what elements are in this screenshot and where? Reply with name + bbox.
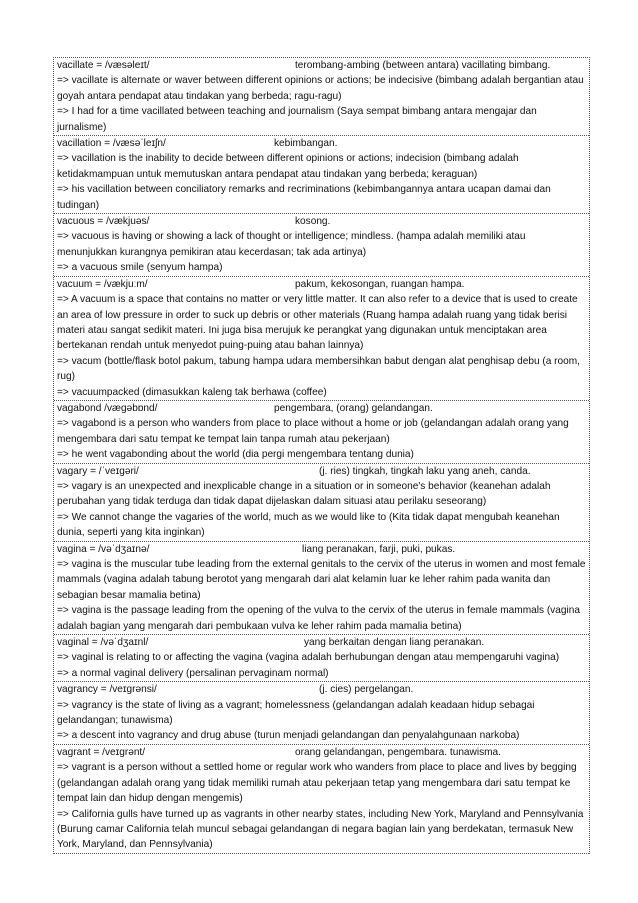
entry-translation: (j. ries) tingkah, tingkah laku yang aneh, canda. — [319, 465, 531, 477]
entry-example: => vagina is the passage leading from the opening of the vulva to the cervix of the uterus in female mammals (vagina adalah bagian yang mengarah dari pembukaan vulva ke leher rahim pada mamalia betina) — [57, 605, 580, 632]
entry-example: => a descent into vagrancy and drug abuse (turun menjadi gelandangan dan penyalahgunaan narkoba) — [57, 730, 520, 742]
entry-translation: kebimbangan. — [274, 138, 338, 150]
entry-headword-row — [57, 214, 587, 229]
dictionary-table — [53, 57, 590, 854]
entry-definition: => vagina is the muscular tube leading from the external genitals to the cervix of the uterus in women and most female mammals (vagina adalah tabung berotot yang mengarah dari alat kelamin luar ke leher rahim pada wanita dan sebagian besar mamalia betina) — [57, 559, 586, 601]
entry-headword-row — [57, 277, 587, 292]
entry-example: => a vacuous smile (senyum hampa) — [57, 262, 223, 274]
entry-term: vagrancy = /veɪɡrənsi/ — [57, 684, 157, 696]
entry-definition: => vacillation is the inability to decide between different opinions or actions; indecision (bimbang adalah ketidakmampuan untuk memutuskan antara pendapat atau tindakan yang berbeda; keraguan) — [57, 153, 519, 180]
entry-example: => vacuumpacked (dimasukkan kaleng tak berhawa (coffee) — [57, 386, 327, 398]
entry-term: vaginal = /vəˈdʒaɪnl/ — [57, 637, 149, 649]
dictionary-entry — [54, 635, 589, 682]
entry-headword-row — [57, 136, 587, 151]
entry-translation: (j. cies) pergelangan. — [319, 684, 414, 696]
entry-example: => I had for a time vacillated between teaching and journalism (Saya sempat bimbang antara mengajar dan jurnalisme) — [57, 106, 537, 133]
entry-translation: pengembara, (orang) gelandangan. — [274, 402, 433, 414]
entry-example: => his vacillation between conciliatory remarks and recriminations (kebimbangannya antara ucapan damai dan tudingan) — [57, 184, 551, 211]
entry-example: => We cannot change the vagaries of the world, much as we would like to (Kita tidak dapat mengubah keanehan dunia, seperti yang kita inginkan) — [57, 511, 560, 539]
dictionary-entry — [54, 277, 589, 401]
dictionary-entry — [54, 58, 589, 136]
entry-term: vagina = /vəˈdʒaɪnə/ — [57, 543, 150, 555]
entry-term: vacuous = /vækjuəs/ — [57, 216, 150, 228]
entry-definition: => vaginal is relating to or affecting the vagina (vagina adalah berhubungan dengan atau mempengaruhi vagina) — [57, 652, 560, 664]
entry-example: => a normal vaginal delivery (persalinan pervaginam normal) — [57, 667, 329, 679]
entry-definition: => vacuous is having or showing a lack of thought or intelligence; mindless. (hampa adalah memiliki atau menunjukkan kurangnya pemikiran atau kecerdasan; tak ada artinya) — [57, 231, 526, 258]
entry-definition: => vagary is an unexpected and inexplicable change in a situation or in someone's behavior (keanehan adalah perubahan yang tidak terduga dan tidak dapat dijelaskan dalam situasi atau perilaku seseorang) — [57, 480, 551, 508]
entry-headword-row — [57, 682, 587, 697]
entry-term: vagary = /ˈveɪɡəri/ — [57, 465, 139, 477]
entry-definition: => vacillate is alternate or waver between different opinions or actions; be indecisive (bimbang adalah bergantian atau goyah antara pendapat atau tindakan yang berbeda; ragu-ragu) — [57, 75, 584, 102]
dictionary-entry — [54, 682, 589, 745]
entry-translation: yang berkaitan dengan liang peranakan. — [304, 637, 485, 649]
dictionary-entry — [54, 464, 589, 542]
entry-headword-row — [57, 542, 587, 557]
entry-translation: orang gelandangan, pengembara. tunawisma. — [295, 746, 501, 758]
entry-headword-row — [57, 745, 587, 760]
dictionary-entry — [54, 401, 589, 464]
entry-headword-row — [57, 635, 587, 650]
entry-translation: kosong. — [295, 216, 331, 228]
entry-headword-row — [57, 464, 587, 479]
entry-definition: => vagabond is a person who wanders from place to place without a home or job (gelandangan adalah orang yang mengembara dari satu tempat ke tempat lain tanpa rumah atau pekerjaan) — [57, 418, 569, 445]
dictionary-entry — [54, 214, 589, 277]
dictionary-entry — [54, 745, 589, 854]
entry-definition: => vacum (bottle/flask botol pakum, tabung hampa udara membersihkan babut dengan alat penghisap debu (a room, rug) — [57, 355, 580, 383]
entry-term: vagabond /væɡəbɒnd/ — [57, 402, 158, 414]
entry-headword-row — [57, 401, 587, 416]
entry-translation: terombang-ambing (between antara) vacillating bimbang. — [295, 60, 551, 71]
entry-translation: pakum, kekosongan, ruangan hampa. — [295, 278, 465, 290]
entry-term: vacillate = /væsəleɪt/ — [57, 60, 150, 71]
entry-definition: => vagrant is a person without a settled home or regular work who wanders from place to place and lives by begging (gelandangan adalah orang yang tidak memiliki rumah atau pekerjaan tetap yang mengembara dari satu tempat ke tempat lain dan hidup dengan mengemis) — [57, 762, 577, 805]
dictionary-entry — [54, 542, 589, 635]
entry-definition: => A vacuum is a space that contains no matter or very little matter. It can also refer to a device that is used to create an area of low pressure in order to suck up debris or other materials (Ruang hampa adalah ruang yang tidak berisi materi atau sangat sedikit materi. Ini juga bisa merujuk ke perangkat yang digunakan untuk menciptakan area bertekanan rendah untuk menyedot puing-puing atau bahan lainnya) — [57, 294, 578, 352]
entry-term: vagrant = /veɪɡrənt/ — [57, 746, 146, 758]
entry-translation: liang peranakan, farji, puki, pukas. — [302, 543, 456, 555]
entry-example: => he went vagabonding about the world (dia pergi mengembara tentang dunia) — [57, 449, 414, 461]
entry-example: => California gulls have turned up as vagrants in other nearby states, including New York, Maryland and Pennsylvania (Burung camar California telah muncul sebagai gelandangan di negara bagian lain yang berdekatan, termasuk New York, Maryland, dan Pennsylvania) — [57, 808, 584, 851]
dictionary-entry — [54, 136, 589, 214]
entry-term: vacillation = /væsəˈleɪʃn/ — [57, 138, 166, 150]
entry-headword-row — [57, 58, 587, 73]
entry-term: vacuum = /vækjuːm/ — [57, 278, 148, 290]
entry-definition: => vagrancy is the state of living as a vagrant; homelessness (gelandangan adalah keadaan hidup sebagai gelandangan; tunawisma) — [57, 699, 535, 727]
